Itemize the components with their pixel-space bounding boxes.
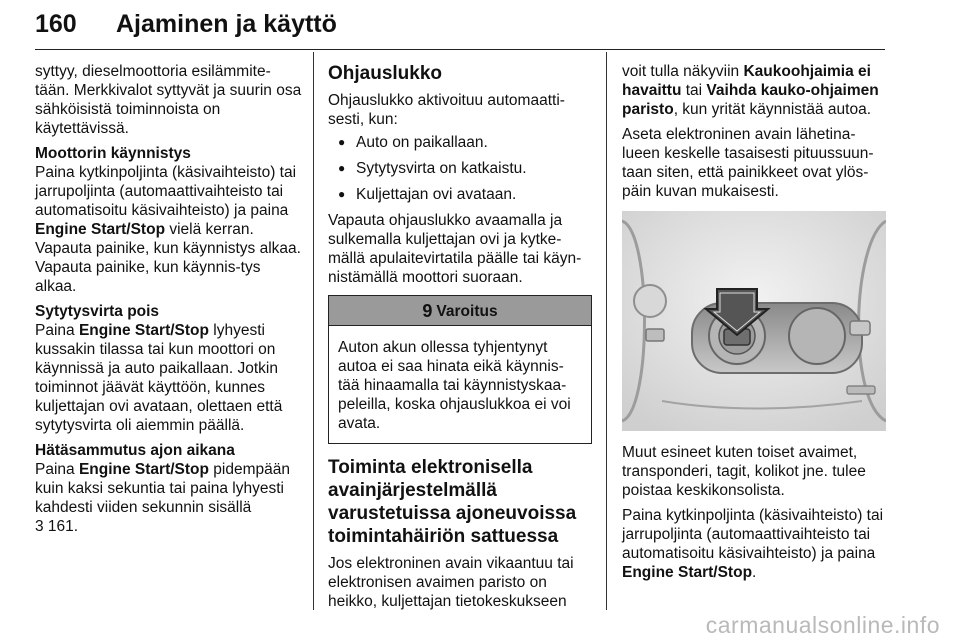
button-name: Engine Start/Stop [78,322,209,339]
engine-start-heading: Moottorin käynnistys [35,145,191,162]
console-key-photo [622,211,886,431]
center-console-illustration [622,211,886,431]
display-message-paragraph: voit tulla näkyviin Kaukoohjaimia ei havaittu tai Vaihda kauko-ohjaimen paristo, kun yrität käynnistää autoa. [622,63,879,118]
emergency-stop-heading: Hätäsammutus ajon aikana [35,442,235,459]
button-name: Engine Start/Stop [622,564,753,581]
column-divider [606,52,607,610]
ignition-off-text: Paina Engine Start/Stop lyhyesti kussakin tilassa tai kun moottori on käynnissä ja auto paikallaan. Jotkin toiminnot jäävät käyttöön, kunnes kuljettajan ovi avataan, olettaen että sytytysvirta oli aiemmin päällä. [35,322,283,434]
button-name: Engine Start/Stop [35,221,166,238]
display-message-1: Kaukoohjaimia ei havaittu [622,63,871,99]
list-item: ● Kuljettajan ovi avataan. [328,185,592,204]
column-divider [313,52,314,610]
steering-lock-intro: Ohjauslukko aktivoituu automaatti-sesti, kun: [328,92,565,128]
page-number: 160 [35,10,77,38]
steering-lock-conditions [328,133,592,204]
emergency-stop-text: Paina Engine Start/Stop pidempään kuin kaksi sekuntia tai paina lyhyesti kahdesti viiden sekunnin sisällä 3 161. [35,461,291,535]
key-placement-paragraph: Aseta elektroninen avain lähetina-lueen keskelle tasaisesti pituussuun-taan siten, että painikkeet ovat ylös-päin kuvan mukaisesti. [622,126,874,200]
display-message-2: Vaihda kauko-ohjaimen paristo [622,82,879,118]
warning-triangle-icon: 9 [422,301,433,321]
chapter-title: Ajaminen ja käyttö [116,10,337,38]
warning-text: Auton akun ollessa tyhjentynyt autoa ei saa hinata eikä käynnis-tää hinaamalla tai käynnistyskaa-peleilla, koska ohjauslukkoa ei voi avata. [338,339,571,432]
page-ref-link[interactable]: 161. [43,518,79,535]
watermark: carmanualsonline.info [705,612,940,638]
engine-start-section [35,144,303,296]
list-item: ● Sytytysvirta on katkaistu. [328,159,592,178]
remove-objects-paragraph: Muut esineet kuten toiset avaimet, transponderi, tagit, kolikot jne. tulee poistaa keskikonsolista. [622,444,866,499]
ignition-off-section [35,302,303,435]
steering-lock-release: Vapauta ohjauslukko avaamalla ja sulkemalla kuljettajan ovi ja kytke-mällä apulaitevirtatila päälle tai käyn-nistämällä moottori suoraan. [328,212,582,286]
warning-box [328,295,592,444]
malfunction-text: Jos elektroninen avain vikaantuu tai elektronisen avaimen paristo on heikko, kuljettajan tietokeskukseen [328,555,574,610]
round-knob-icon [634,285,666,317]
steering-lock-heading: Ohjauslukko [328,63,443,84]
button-name: Engine Start/Stop [78,461,209,478]
emergency-stop-section [35,441,303,536]
column-right [622,62,886,588]
list-item: ● Auto on paikallaan. [328,133,592,152]
ignition-off-heading: Sytytysvirta pois [35,303,160,320]
warning-header [329,296,591,326]
column-middle [328,62,592,611]
column-left [35,62,303,542]
malfunction-heading: Toiminta elektronisella avainjärjestelmällä varustetuissa ajoneuvoissa toimintahäiriön sattuessa [328,457,577,547]
start-instruction-paragraph: Paina kytkinpoljinta (käsivaihteisto) tai jarrupoljinta (automaattivaihteisto tai automatisoitu käsivaihteisto) ja paina Engine Start/Stop. [622,507,884,581]
engine-start-text: Paina kytkinpoljinta (käsivaihteisto) tai jarrupoljinta (automaattivaihteisto tai automatisoitu käsivaihteisto) ja paina Engine Start/Stop vielä kerran. Vapauta painike, kun käynnistys alkaa. Vapauta painike, kun käynnis-tys alkaa. [35,164,301,295]
page-header [35,10,885,50]
warning-title: Varoitus [436,303,498,320]
intro-paragraph: syttyy, dieselmoottoria esilämmite-tään. Merkkivalot syttyvät ja suurin osa sähköisistä toiminnoista on käytettävissä. [35,63,302,137]
page-ref-arrow-icon: 3 [35,518,44,535]
